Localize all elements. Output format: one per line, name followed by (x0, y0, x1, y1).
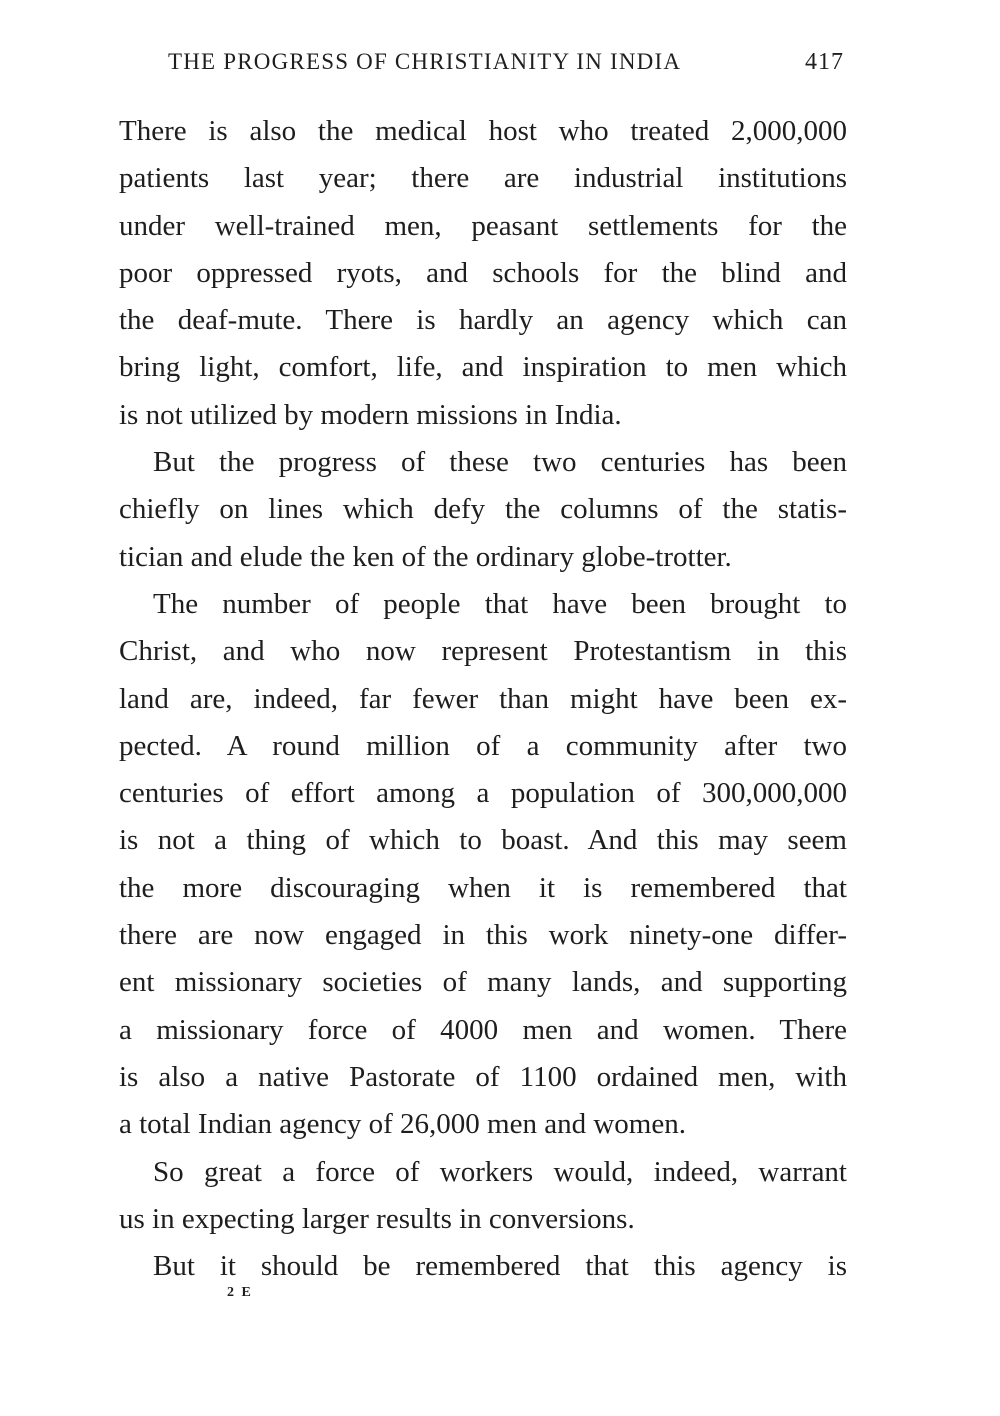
paragraph-progress (119, 439, 847, 581)
text-line: But it should be remembered that this agency is (153, 1250, 847, 1283)
text-line: chiefly on lines which defy the columns of the statis- (119, 493, 847, 526)
text-line: But the progress of these two centuries has been (153, 446, 847, 479)
text-line: is also a native Pastorate of 1100 ordained men, with (119, 1060, 847, 1093)
paragraph-medical-host (119, 108, 847, 439)
text-line: the more discouraging when it is remembered that (119, 871, 847, 904)
page-number: 417 (805, 49, 844, 75)
text-line: the deaf-mute. There is hardly an agency which can (119, 304, 847, 337)
paragraph-number-of-people (119, 581, 847, 1149)
text-line: ent missionary societies of many lands, and supporting (119, 966, 847, 999)
text-line: So great a force of workers would, indeed, warrant (153, 1155, 847, 1188)
text-line: pected. A round million of a community after two (119, 729, 847, 762)
text-line: centuries of effort among a population of 300,000,000 (119, 777, 847, 810)
text-line: under well-trained men, peasant settlements for the (119, 209, 847, 242)
text-line: a missionary force of 4000 men and women. There (119, 1013, 847, 1046)
signature-mark: 2 E (227, 1285, 253, 1300)
text-line: a total Indian agency of 26,000 men and women. (119, 1108, 686, 1141)
paragraph-force-of-workers (119, 1149, 847, 1244)
text-line: patients last year; there are industrial institutions (119, 162, 847, 195)
text-line: is not a thing of which to boast. And this may seem (119, 824, 847, 857)
running-head (168, 49, 848, 81)
text-line: There is also the medical host who treated 2,000,000 (119, 115, 847, 147)
text-line: is not utilized by modern missions in India. (119, 398, 622, 431)
text-line: land are, indeed, far fewer than might have been ex- (119, 682, 847, 715)
text-line: there are now engaged in this work ninety-one differ- (119, 919, 847, 952)
text-line: us in expecting larger results in conversions. (119, 1202, 635, 1235)
text-line: tician and elude the ken of the ordinary globe-trotter. (119, 540, 732, 573)
text-line: bring light, comfort, life, and inspiration to men which (119, 351, 847, 384)
text-line: The number of people that have been brought to (153, 587, 847, 620)
paragraph-agency (119, 1243, 847, 1290)
text-line: poor oppressed ryots, and schools for the blind and (119, 256, 847, 289)
body-text (119, 108, 847, 1290)
text-line: Christ, and who now represent Protestantism in this (119, 635, 847, 668)
running-title: THE PROGRESS OF CHRISTIANITY IN INDIA (168, 49, 682, 74)
